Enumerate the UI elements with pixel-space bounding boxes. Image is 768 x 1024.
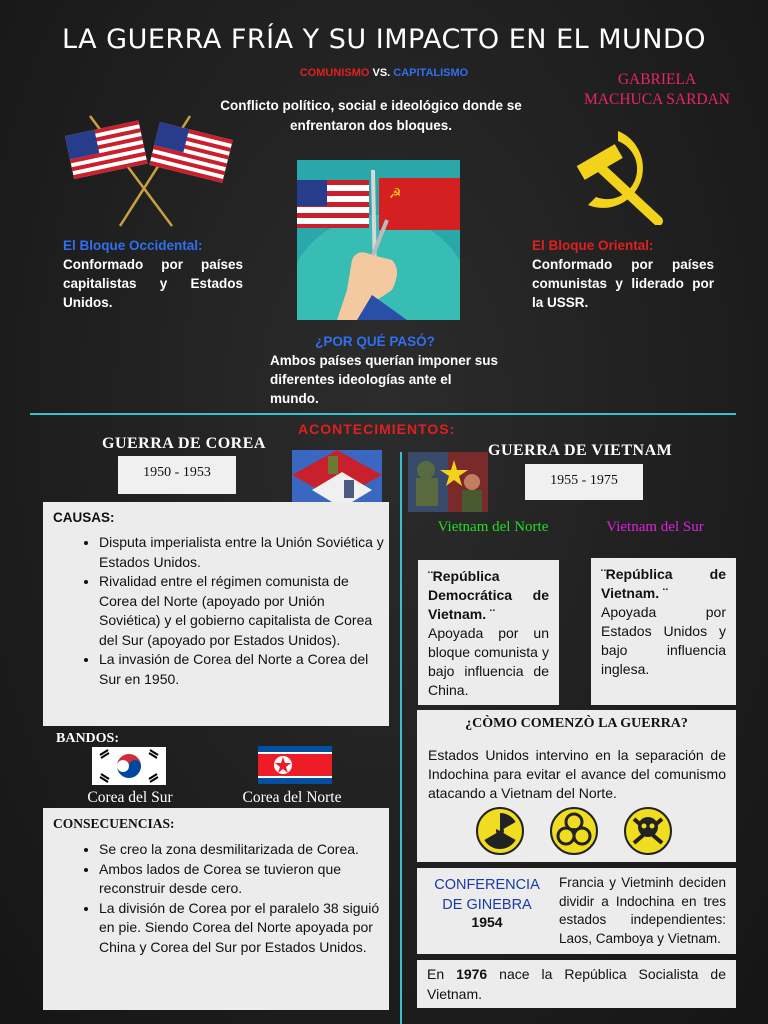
page-title: LA GUERRA FRÍA Y SU IMPACTO EN EL MUNDO <box>61 24 707 55</box>
author-line2: MACHUCA SARDAN <box>584 91 730 108</box>
events-title: ACONTECIMIENTOS: <box>298 421 456 437</box>
korea-consequences-panel <box>43 808 389 1010</box>
cold-war-scissors-illustration <box>297 160 460 320</box>
korea-causes-title: CAUSAS: <box>53 510 115 525</box>
vietnam-south-name: ¨República de Vietnam. ¨ <box>601 566 726 601</box>
korea-sides-title: BANDOS: <box>56 731 120 746</box>
why-title: ¿POR QUÉ PASÓ? <box>315 334 435 349</box>
author <box>562 70 752 110</box>
korea-title: GUERRA DE COREA <box>102 435 266 452</box>
korea-dates: 1950 - 1953 <box>118 456 236 494</box>
vietnam-how-panel <box>417 710 736 862</box>
vietnam-north-panel <box>418 560 559 705</box>
south-korea-label: Corea del Sur <box>87 789 173 806</box>
geneva-year: 1954 <box>471 914 503 930</box>
end-suffix: nace la República Socialista de Vietnam. <box>427 966 726 1002</box>
why-section <box>270 334 500 408</box>
geneva-title: CONFERENCIA DE GINEBRA <box>434 877 540 913</box>
korea-consequences-title: CONSECUENCIAS: <box>53 816 175 831</box>
intro-text: Conflicto político, social e ideológico donde se enfrentaron dos bloques. <box>220 98 522 133</box>
western-bloc-title: El Bloque Occidental: <box>63 238 203 253</box>
eastern-bloc <box>532 238 714 312</box>
vietnam-end-panel <box>417 960 736 1008</box>
column-divider <box>400 452 402 1024</box>
vietnam-north-text: Apoyada por un bloque comunista y bajo influencia de China. <box>428 625 549 698</box>
hammer-sickle-icon <box>568 125 668 225</box>
korea-causes-panel <box>43 502 389 726</box>
geneva-text: Francia y Vietminh deciden dividir a Indochina en tres estados independientes: Laos, Camboya y Vietnam. <box>559 875 726 946</box>
list-item: • La invasión de Corea del Norte a Corea del Sur en 1950. <box>99 650 389 689</box>
list-item: • Se creo la zona desmilitarizada de Corea. <box>99 840 389 860</box>
author-line1: GABRIELA <box>617 71 697 88</box>
list-item: • Rivalidad entre el régimen comunista de Corea del Norte (apoyado por Unión Soviética) y el gobierno capitalista de Corea del Sur (apoyado por Estados Unidos). <box>99 572 389 650</box>
vietnam-how-text: Estados Unidos intervino en la separación de Indochina para evitar el avance del comunismo atacando a Vietnam del Norte. <box>428 747 726 801</box>
vietnam-south-head: Vietnam del Sur <box>606 519 704 535</box>
vietnam-south-text: Apoyada por Estados Unidos y bajo influencia inglesa. <box>601 604 726 677</box>
western-bloc <box>63 238 243 312</box>
biohazard-icon <box>549 806 599 856</box>
why-text: Ambos países querían imponer sus diferentes ideologías ante el mundo. <box>270 353 499 406</box>
korea-causes-list <box>43 533 389 689</box>
eastern-bloc-text: Conformado por países comunistas y liderado por la USSR. <box>532 257 714 310</box>
end-prefix: En <box>427 966 457 982</box>
list-item: • Disputa imperialista entre la Unión Soviética y Estados Unidos. <box>99 533 389 572</box>
vietnam-how-title: ¿CÒMO COMENZÒ LA GUERRA? <box>465 716 688 731</box>
crossed-us-flags-icon <box>60 108 240 230</box>
north-korea-label: Corea del Norte <box>242 789 342 806</box>
south-korea-flag-icon <box>92 747 166 785</box>
section-divider <box>30 413 736 415</box>
subtitle-vs: VS. <box>372 67 391 79</box>
korea-consequences-list <box>43 840 389 957</box>
vietnam-war-illustration <box>408 452 488 512</box>
vietnam-south-panel <box>591 558 736 705</box>
radiation-icon <box>475 806 525 856</box>
subtitle-right: CAPITALISMO <box>393 67 469 79</box>
skull-crossbones-icon <box>623 806 673 856</box>
north-korea-flag-icon <box>258 746 332 784</box>
vietnam-north-name: ¨República Democrática de Vietnam. ¨ <box>428 568 549 622</box>
eastern-bloc-title: El Bloque Oriental: <box>532 238 654 253</box>
end-year: 1976 <box>456 966 488 982</box>
subtitle-left: COMUNISMO <box>299 67 370 79</box>
list-item: • La división de Corea por el paralelo 38 siguió en pie. Siendo Corea del Norte apoyada por China y Corea del Sur por Estados Unidos. <box>99 899 389 958</box>
svg-text:☭: ☭ <box>389 186 402 202</box>
vietnam-title: GUERRA DE VIETNAM <box>488 442 673 459</box>
geneva-panel <box>417 868 736 954</box>
list-item: • Ambos lados de Corea se tuvieron que reconstruir desde cero. <box>99 860 389 899</box>
western-bloc-text: Conformado por países capitalistas y Estados Unidos. <box>63 257 243 310</box>
vietnam-dates: 1955 - 1975 <box>525 464 643 500</box>
vietnam-north-head: Vietnam del Norte <box>437 519 549 535</box>
